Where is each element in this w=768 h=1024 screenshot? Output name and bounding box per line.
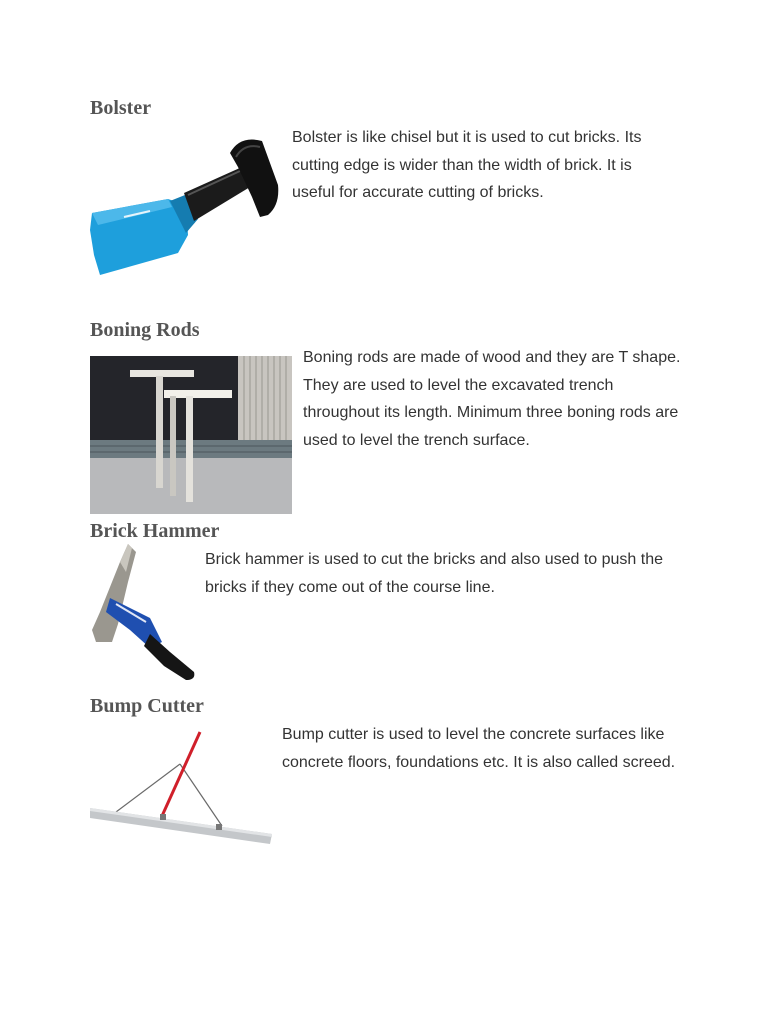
boning-rods-description: Boning rods are made of wood and they are T shape. They are used to level the excavated trench throughout its length. Minimum three boning rods are used to level the trench surface. bbox=[303, 349, 681, 449]
bolster-image bbox=[90, 135, 280, 280]
bolster-heading: Bolster bbox=[90, 97, 152, 119]
bolster-description: Bolster is like chisel but it is used to cut bricks. Its cutting edge is wider than the width of brick. It is useful for accurate cutting of bricks. bbox=[292, 129, 642, 201]
boning-rods-image bbox=[90, 356, 292, 514]
bump-cutter-image bbox=[90, 730, 272, 850]
brick-hammer-description: Brick hammer is used to cut the bricks and also used to push the bricks if they come out of the course line. bbox=[205, 551, 664, 596]
bump-cutter-description: Bump cutter is used to level the concrete surfaces like concrete floors, foundations etc. It is also called screed. bbox=[282, 726, 676, 771]
bump-cutter-heading: Bump Cutter bbox=[90, 695, 204, 717]
brick-hammer-heading: Brick Hammer bbox=[90, 520, 220, 542]
boning-rods-heading: Boning Rods bbox=[90, 319, 200, 341]
brick-hammer-image bbox=[90, 542, 196, 682]
